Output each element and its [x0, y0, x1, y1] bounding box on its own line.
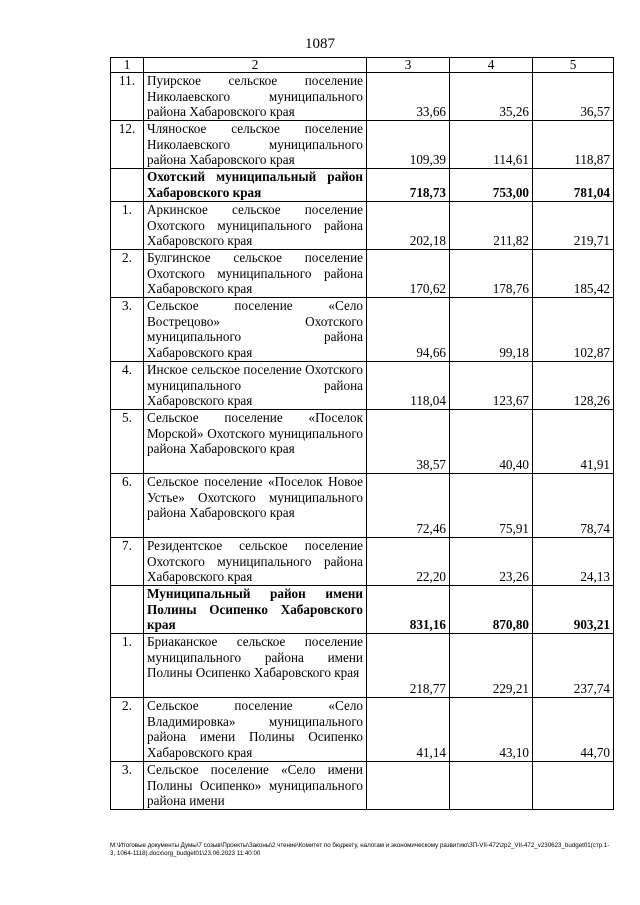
table-header-row	[111, 58, 614, 73]
value-col-5	[533, 762, 614, 810]
settlement-name: Сельское поселение «Село Владимировка» муниципального района имени Полины Осипенко Хабаровского края	[144, 698, 367, 762]
value-col-3: 170,62	[367, 250, 450, 298]
row-number: 2.	[111, 250, 144, 298]
table-row	[111, 250, 614, 298]
value-col-5: 24,13	[533, 538, 614, 586]
value-col-3: 109,39	[367, 121, 450, 169]
header-cell-5: 5	[533, 58, 614, 73]
value-col-5: 903,21	[533, 586, 614, 634]
settlement-name: Булгинское сельское поселение Охотского муниципального района Хабаровского края	[144, 250, 367, 298]
value-col-5: 44,70	[533, 698, 614, 762]
table-row	[111, 298, 614, 362]
district-name: Муниципальный район имени Полины Осипенко Хабаровского края	[144, 586, 367, 634]
district-total-row	[111, 169, 614, 202]
row-number: 1.	[111, 202, 144, 250]
budget-table	[110, 57, 614, 810]
row-number: 1.	[111, 634, 144, 698]
settlement-name: Аркинское сельское поселение Охотского муниципального района Хабаровского края	[144, 202, 367, 250]
table-row	[111, 634, 614, 698]
value-col-3: 33,66	[367, 73, 450, 121]
row-number: 7.	[111, 538, 144, 586]
value-col-3: 831,16	[367, 586, 450, 634]
row-number: 2.	[111, 698, 144, 762]
value-col-5: 237,74	[533, 634, 614, 698]
value-col-4: 23,26	[450, 538, 533, 586]
settlement-name: Сельское поселение «Село Вострецово» Охотского муниципального района Хабаровского края	[144, 298, 367, 362]
settlement-name: Сельское поселение «Село имени Полины Осипенко» муниципального района имени	[144, 762, 367, 810]
value-col-3: 218,77	[367, 634, 450, 698]
value-col-5: 118,87	[533, 121, 614, 169]
table-row	[111, 698, 614, 762]
value-col-5: 219,71	[533, 202, 614, 250]
value-col-5: 185,42	[533, 250, 614, 298]
value-col-4: 123,67	[450, 362, 533, 410]
value-col-3: 38,57	[367, 410, 450, 474]
table-row	[111, 202, 614, 250]
table-row	[111, 474, 614, 538]
row-number	[111, 169, 144, 202]
settlement-name: Сельское поселение «Поселок Новое Устье» Охотского муниципального района Хабаровского края	[144, 474, 367, 538]
table-row	[111, 410, 614, 474]
header-cell-4: 4	[450, 58, 533, 73]
value-col-3: 202,18	[367, 202, 450, 250]
value-col-5: 781,04	[533, 169, 614, 202]
district-name: Охотский муниципальный район Хабаровского края	[144, 169, 367, 202]
value-col-4: 114,61	[450, 121, 533, 169]
value-col-4: 99,18	[450, 298, 533, 362]
row-number: 4.	[111, 362, 144, 410]
header-cell-3: 3	[367, 58, 450, 73]
settlement-name: Сельское поселение «Поселок Морской» Охотского муниципального района Хабаровского края	[144, 410, 367, 474]
value-col-5: 41,91	[533, 410, 614, 474]
district-total-row	[111, 586, 614, 634]
value-col-3: 41,14	[367, 698, 450, 762]
row-number: 6.	[111, 474, 144, 538]
settlement-name: Бриаканское сельское поселение муниципального района имени Полины Осипенко Хабаровского края	[144, 634, 367, 698]
settlement-name: Инское сельское поселение Охотского муниципального района Хабаровского края	[144, 362, 367, 410]
file-path-footer: M:\Итоговые документы Думы\7 созыв\Проекты\Законы\2 чтение\Комитет по бюджету, налогам и экономическому развитию\ЗП-VII-472\zp2_VII-472_v230623_budget01(стр.1-3, 1064-1118).docx\org_budget01\23.06.2023 11:40:00	[110, 842, 610, 857]
value-col-4: 35,26	[450, 73, 533, 121]
table-row	[111, 121, 614, 169]
value-col-4: 211,82	[450, 202, 533, 250]
table-row	[111, 762, 614, 810]
value-col-4: 870,80	[450, 586, 533, 634]
value-col-3	[367, 762, 450, 810]
header-cell-1: 1	[111, 58, 144, 73]
value-col-4: 75,91	[450, 474, 533, 538]
value-col-4: 40,40	[450, 410, 533, 474]
table-row	[111, 538, 614, 586]
row-number: 3.	[111, 762, 144, 810]
value-col-5: 78,74	[533, 474, 614, 538]
value-col-3: 94,66	[367, 298, 450, 362]
settlement-name: Пуирское сельское поселение Николаевского муниципального района Хабаровского края	[144, 73, 367, 121]
value-col-5: 102,87	[533, 298, 614, 362]
value-col-4: 178,76	[450, 250, 533, 298]
row-number: 11.	[111, 73, 144, 121]
settlement-name: Чляноское сельское поселение Николаевского муниципального района Хабаровского края	[144, 121, 367, 169]
header-cell-2: 2	[144, 58, 367, 73]
value-col-5: 128,26	[533, 362, 614, 410]
value-col-4: 753,00	[450, 169, 533, 202]
table-row	[111, 73, 614, 121]
value-col-3: 118,04	[367, 362, 450, 410]
value-col-3: 718,73	[367, 169, 450, 202]
value-col-4	[450, 762, 533, 810]
page-number: 1087	[305, 36, 335, 52]
value-col-5: 36,57	[533, 73, 614, 121]
value-col-3: 22,20	[367, 538, 450, 586]
table-row	[111, 362, 614, 410]
row-number	[111, 586, 144, 634]
settlement-name: Резидентское сельское поселение Охотского муниципального района Хабаровского края	[144, 538, 367, 586]
row-number: 3.	[111, 298, 144, 362]
row-number: 12.	[111, 121, 144, 169]
value-col-3: 72,46	[367, 474, 450, 538]
value-col-4: 229,21	[450, 634, 533, 698]
value-col-4: 43,10	[450, 698, 533, 762]
row-number: 5.	[111, 410, 144, 474]
